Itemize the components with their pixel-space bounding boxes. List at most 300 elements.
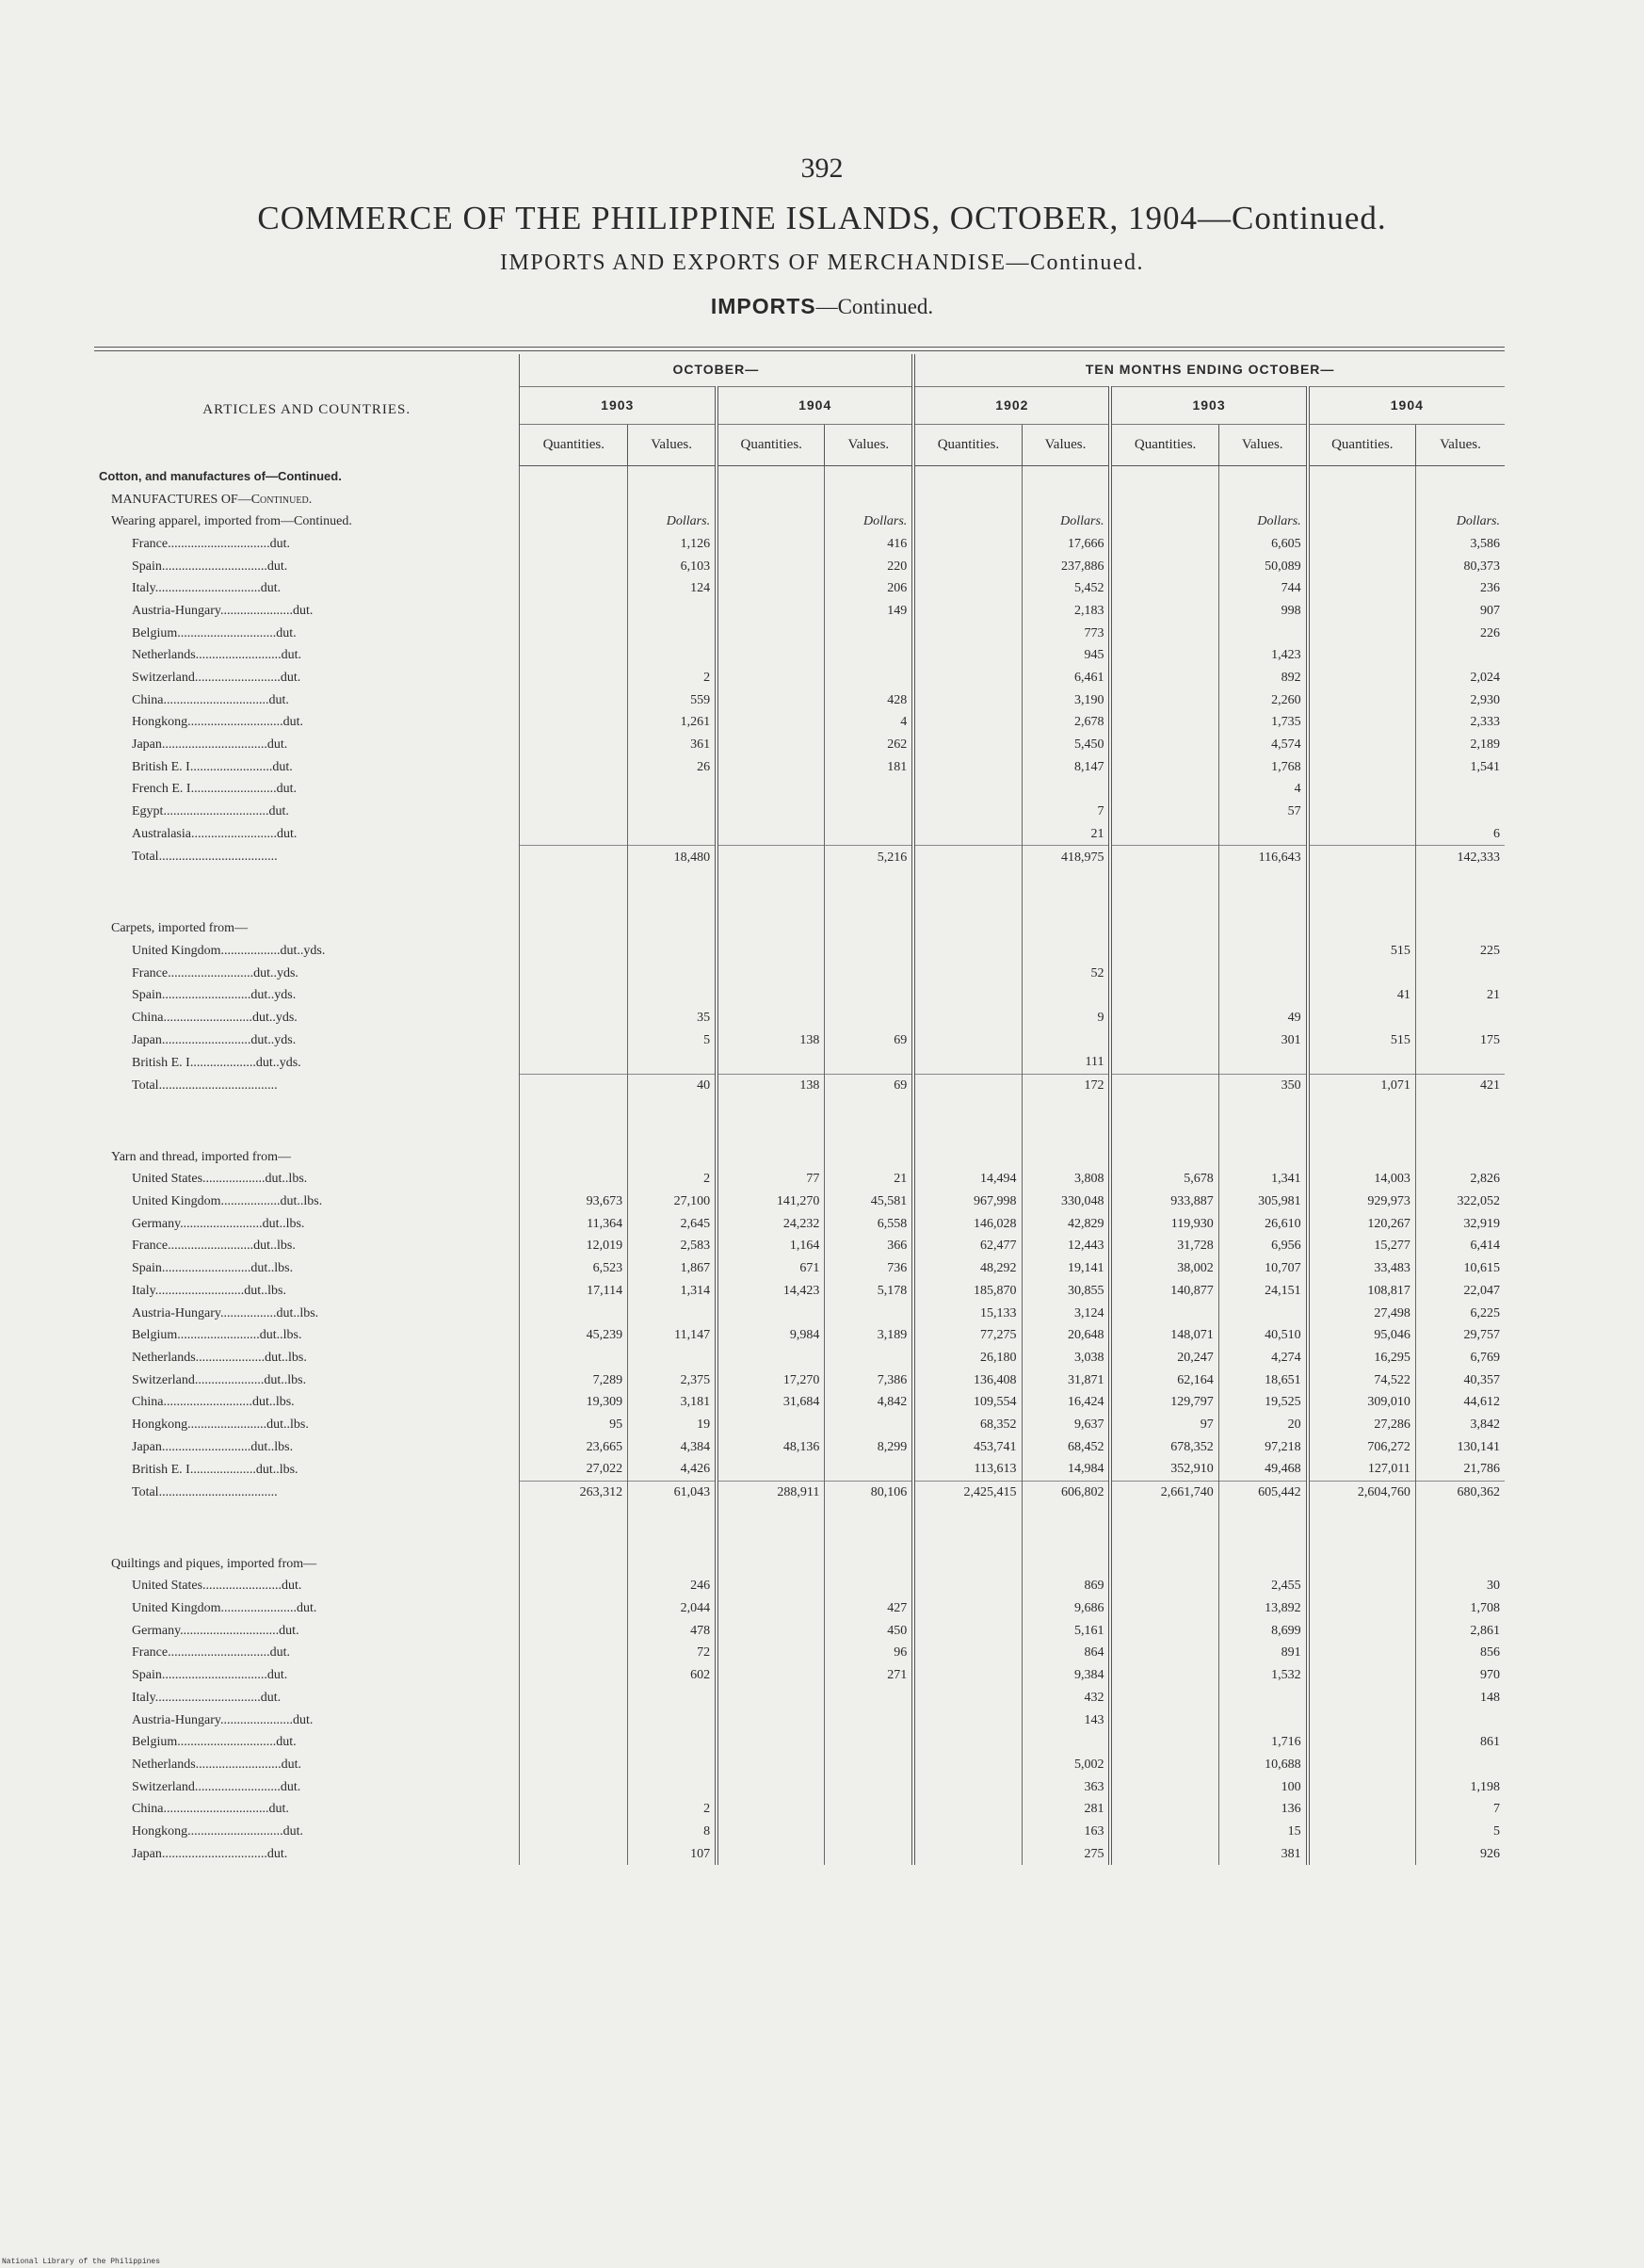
value-cell: 68,452	[1022, 1435, 1110, 1458]
table-row	[94, 688, 1505, 711]
row-label: Spain...........................dut..yds.	[132, 988, 297, 1003]
value-cell	[1415, 801, 1505, 823]
quantity-cell	[913, 510, 1022, 533]
value-cell: 3,181	[628, 1391, 717, 1414]
value-cell: 418,975	[1022, 846, 1110, 868]
header-values: Values.	[1022, 424, 1110, 465]
quantity-cell	[1110, 644, 1218, 667]
quantity-cell	[913, 1051, 1022, 1074]
quantity-cell	[1308, 1007, 1416, 1029]
quantity-cell	[717, 917, 825, 940]
row-label: Switzerland..........................dut.	[132, 671, 301, 686]
row-label: Netherlands..........................dut.	[132, 648, 302, 663]
quantity-cell	[717, 846, 825, 868]
quantity-cell	[1308, 1145, 1416, 1168]
value-cell	[628, 1145, 717, 1168]
quantity-cell	[520, 644, 628, 667]
value-cell	[1218, 917, 1307, 940]
value-cell	[628, 1051, 717, 1074]
value-cell: 744	[1218, 577, 1307, 600]
quantity-cell	[1308, 846, 1416, 868]
value-cell	[628, 1687, 717, 1709]
quantity-cell	[520, 622, 628, 644]
quantity-cell: 136,408	[913, 1369, 1022, 1391]
table-row	[94, 1414, 1505, 1436]
row-label: China...........................dut..yds.	[132, 1010, 298, 1025]
value-cell: 305,981	[1218, 1191, 1307, 1213]
table-row	[94, 1597, 1505, 1620]
spacer-row	[94, 1121, 1505, 1145]
value-cell: 11,147	[628, 1324, 717, 1347]
quantity-cell	[1110, 1552, 1218, 1575]
value-cell: 2,333	[1415, 711, 1505, 734]
quantity-cell	[1110, 1821, 1218, 1843]
value-cell: 4,426	[628, 1458, 717, 1481]
value-cell	[1022, 917, 1110, 940]
quantity-cell: 27,022	[520, 1458, 628, 1481]
quantity-cell	[717, 1302, 825, 1324]
table-row	[94, 823, 1505, 846]
quantity-cell: 17,114	[520, 1280, 628, 1303]
value-cell	[1218, 962, 1307, 984]
quantity-cell	[717, 1619, 825, 1642]
value-cell: 606,802	[1022, 1481, 1110, 1503]
row-label: Total....................................	[132, 850, 278, 865]
quantity-cell	[1308, 555, 1416, 577]
quantity-cell	[1308, 1798, 1416, 1821]
value-cell: 6,558	[825, 1212, 913, 1235]
value-cell: 864	[1022, 1642, 1110, 1664]
value-cell	[1415, 962, 1505, 984]
row-label: Japan...........................dut..lbs.	[132, 1439, 294, 1454]
value-cell	[1415, 1709, 1505, 1731]
quantity-cell	[1308, 488, 1416, 510]
total-row	[94, 846, 1505, 868]
row-label: Egypt................................dut.	[132, 804, 289, 819]
spacer-row	[94, 1528, 1505, 1552]
quantity-cell	[520, 940, 628, 963]
quantity-cell	[520, 962, 628, 984]
quantity-cell	[913, 533, 1022, 556]
value-cell: 2,260	[1218, 688, 1307, 711]
value-cell: 16,424	[1022, 1391, 1110, 1414]
table-row	[94, 1575, 1505, 1597]
quantity-cell	[1308, 778, 1416, 801]
quantity-cell	[1110, 734, 1218, 756]
row-label: Cotton, and manufactures of—Continued.	[99, 469, 342, 484]
value-cell: 856	[1415, 1642, 1505, 1664]
value-cell: 1,867	[628, 1257, 717, 1280]
value-cell: 236	[1415, 577, 1505, 600]
value-cell	[825, 1458, 913, 1481]
value-cell: 19,141	[1022, 1257, 1110, 1280]
value-cell: 869	[1022, 1575, 1110, 1597]
quantity-cell: 967,998	[913, 1191, 1022, 1213]
quantity-cell: 23,665	[520, 1435, 628, 1458]
value-cell	[825, 778, 913, 801]
quantity-cell	[520, 1007, 628, 1029]
quantity-cell: 19,309	[520, 1391, 628, 1414]
quantity-cell	[1110, 823, 1218, 846]
quantity-cell: 146,028	[913, 1212, 1022, 1235]
quantity-cell	[717, 1731, 825, 1754]
value-cell	[825, 823, 913, 846]
value-cell: 57	[1218, 801, 1307, 823]
value-cell	[1022, 1552, 1110, 1575]
value-cell: 2,044	[628, 1597, 717, 1620]
value-cell: 421	[1415, 1074, 1505, 1096]
value-cell: 22,047	[1415, 1280, 1505, 1303]
value-cell	[825, 1798, 913, 1821]
value-cell: 30,855	[1022, 1280, 1110, 1303]
value-cell: 891	[1218, 1642, 1307, 1664]
value-cell: 97,218	[1218, 1435, 1307, 1458]
value-cell	[1415, 778, 1505, 801]
quantity-cell	[1308, 533, 1416, 556]
quantity-cell	[1110, 465, 1218, 488]
quantity-cell	[913, 622, 1022, 644]
quantity-cell	[717, 940, 825, 963]
quantity-cell	[520, 688, 628, 711]
quantity-cell	[1110, 1597, 1218, 1620]
value-cell: 52	[1022, 962, 1110, 984]
value-cell: 2,024	[1415, 667, 1505, 689]
quantity-cell	[1308, 1597, 1416, 1620]
value-cell: 80,106	[825, 1481, 913, 1503]
value-cell: 2,678	[1022, 711, 1110, 734]
quantity-cell	[717, 1775, 825, 1798]
quantity-cell: 129,797	[1110, 1391, 1218, 1414]
value-cell: 3,586	[1415, 533, 1505, 556]
value-cell	[1415, 917, 1505, 940]
value-cell	[628, 984, 717, 1007]
quantity-cell	[520, 1821, 628, 1843]
value-cell	[1022, 984, 1110, 1007]
quantity-cell	[717, 755, 825, 778]
quantity-cell: 14,423	[717, 1280, 825, 1303]
row-label: Austria-Hungary.................dut..lbs.	[132, 1305, 319, 1320]
quantity-cell	[520, 823, 628, 846]
value-cell: 1,532	[1218, 1664, 1307, 1687]
quantity-cell	[913, 1642, 1022, 1664]
quantity-cell: 95	[520, 1414, 628, 1436]
quantity-cell: 62,164	[1110, 1369, 1218, 1391]
quantity-cell	[1308, 1619, 1416, 1642]
value-cell: 2,375	[628, 1369, 717, 1391]
value-cell: 220	[825, 555, 913, 577]
header-ten-months: TEN MONTHS ENDING OCTOBER—	[913, 354, 1505, 386]
quantity-cell	[717, 1051, 825, 1074]
quantity-cell: 109,554	[913, 1391, 1022, 1414]
quantity-cell	[913, 488, 1022, 510]
row-label: Yarn and thread, imported from—	[111, 1149, 292, 1164]
quantity-cell	[1308, 1687, 1416, 1709]
value-cell: 149	[825, 600, 913, 623]
quantity-cell	[1308, 622, 1416, 644]
commerce-table	[94, 354, 1505, 1865]
value-cell	[1022, 1029, 1110, 1051]
quantity-cell	[520, 577, 628, 600]
quantity-cell	[520, 465, 628, 488]
quantity-cell	[717, 644, 825, 667]
table-row	[94, 1754, 1505, 1776]
row-label: Belgium.........................dut..lbs.	[132, 1328, 302, 1343]
quantity-cell	[1110, 688, 1218, 711]
value-cell	[1022, 1731, 1110, 1754]
row-label: Italy................................dut.	[132, 1690, 282, 1705]
row-label: Belgium..............................dut.	[132, 1735, 297, 1750]
value-cell: 124	[628, 577, 717, 600]
quantity-cell	[520, 917, 628, 940]
value-cell: 49	[1218, 1007, 1307, 1029]
quantity-cell	[1110, 846, 1218, 868]
quantity-cell: 138	[717, 1074, 825, 1096]
value-cell: 262	[825, 734, 913, 756]
section-bold: IMPORTS	[710, 294, 816, 318]
quantity-cell: 62,477	[913, 1235, 1022, 1257]
footer-credit: National Library of the Philippines	[2, 2258, 161, 2266]
quantity-cell: 108,817	[1308, 1280, 1416, 1303]
quantity-cell	[913, 801, 1022, 823]
value-cell: 100	[1218, 1775, 1307, 1798]
quantity-cell: 185,870	[913, 1280, 1022, 1303]
quantity-cell: 515	[1308, 940, 1416, 963]
quantity-cell	[1308, 1821, 1416, 1843]
value-cell: 5,452	[1022, 577, 1110, 600]
quantity-cell	[717, 488, 825, 510]
row-label: China................................dut.	[132, 692, 289, 707]
value-cell: 361	[628, 734, 717, 756]
quantity-cell	[717, 962, 825, 984]
value-cell: 1,716	[1218, 1731, 1307, 1754]
value-cell	[825, 1821, 913, 1843]
quantity-cell: 113,613	[913, 1458, 1022, 1481]
header-quantities: Quantities.	[717, 424, 825, 465]
value-cell: 21,786	[1415, 1458, 1505, 1481]
quantity-cell	[1308, 510, 1416, 533]
value-cell: 5	[628, 1029, 717, 1051]
quantity-cell	[1308, 1842, 1416, 1865]
quantity-cell	[913, 688, 1022, 711]
value-cell: 143	[1022, 1709, 1110, 1731]
quantity-cell	[520, 1754, 628, 1776]
quantity-cell: 288,911	[717, 1481, 825, 1503]
quantity-cell	[1308, 688, 1416, 711]
value-cell	[628, 1347, 717, 1369]
quantity-cell	[913, 1029, 1022, 1051]
quantity-cell	[1110, 778, 1218, 801]
value-cell	[825, 1754, 913, 1776]
value-cell	[628, 1709, 717, 1731]
value-cell: 363	[1022, 1775, 1110, 1798]
quantity-cell	[717, 1414, 825, 1436]
value-cell: 1,314	[628, 1280, 717, 1303]
value-cell: 44,612	[1415, 1391, 1505, 1414]
quantity-cell: 148,071	[1110, 1324, 1218, 1347]
value-cell	[825, 1687, 913, 1709]
value-cell: 6,769	[1415, 1347, 1505, 1369]
quantity-cell	[717, 1754, 825, 1776]
value-cell: 130,141	[1415, 1435, 1505, 1458]
value-cell	[628, 622, 717, 644]
quantity-cell	[1110, 1842, 1218, 1865]
value-cell: 40,357	[1415, 1369, 1505, 1391]
value-cell: 2,583	[628, 1235, 717, 1257]
value-cell: 6,414	[1415, 1235, 1505, 1257]
value-cell	[628, 1302, 717, 1324]
table-row	[94, 644, 1505, 667]
quantity-cell	[520, 755, 628, 778]
quantity-cell	[520, 488, 628, 510]
value-cell: 29,757	[1415, 1324, 1505, 1347]
quantity-cell: 11,364	[520, 1212, 628, 1235]
quantity-cell	[913, 1754, 1022, 1776]
value-cell	[825, 465, 913, 488]
value-cell	[825, 644, 913, 667]
quantity-cell	[520, 984, 628, 1007]
table-row	[94, 1212, 1505, 1235]
value-cell: 19	[628, 1414, 717, 1436]
quantity-cell	[913, 1798, 1022, 1821]
quantity-cell	[717, 465, 825, 488]
quantity-cell	[1110, 577, 1218, 600]
quantity-cell	[717, 555, 825, 577]
value-cell: 80,373	[1415, 555, 1505, 577]
value-cell: 3,842	[1415, 1414, 1505, 1436]
quantity-cell	[1110, 1687, 1218, 1709]
value-cell	[825, 801, 913, 823]
quantity-cell	[1308, 577, 1416, 600]
value-cell	[628, 644, 717, 667]
value-cell: 40	[628, 1074, 717, 1096]
value-cell: 136	[1218, 1798, 1307, 1821]
value-cell: 225	[1415, 940, 1505, 963]
value-cell: 1,198	[1415, 1775, 1505, 1798]
quantity-cell	[717, 600, 825, 623]
table-row	[94, 1821, 1505, 1843]
quantity-cell	[913, 1709, 1022, 1731]
value-cell: 206	[825, 577, 913, 600]
quantity-cell	[1308, 644, 1416, 667]
value-cell: 61,043	[628, 1481, 717, 1503]
value-cell: 8	[628, 1821, 717, 1843]
quantity-cell	[717, 688, 825, 711]
value-cell: 6,103	[628, 555, 717, 577]
value-cell: 2,189	[1415, 734, 1505, 756]
row-label: British E. I.........................dut.	[132, 759, 293, 774]
spacer-row	[94, 1096, 1505, 1121]
value-cell: 322,052	[1415, 1191, 1505, 1213]
header-articles: ARTICLES AND COUNTRIES.	[202, 401, 411, 417]
section-heading	[0, 294, 1644, 319]
value-cell: 26	[628, 755, 717, 778]
value-cell	[825, 1709, 913, 1731]
quantity-cell	[1110, 533, 1218, 556]
quantity-cell	[520, 667, 628, 689]
row-label: Netherlands.....................dut..lbs.	[132, 1350, 307, 1365]
quantity-cell	[1110, 917, 1218, 940]
value-cell: 1,341	[1218, 1168, 1307, 1191]
value-cell: Dollars.	[628, 510, 717, 533]
quantity-cell	[913, 1552, 1022, 1575]
value-cell: 30	[1415, 1575, 1505, 1597]
value-cell	[1415, 1552, 1505, 1575]
table-row	[94, 667, 1505, 689]
value-cell: 271	[825, 1664, 913, 1687]
table-row	[94, 1324, 1505, 1347]
header-values: Values.	[1218, 424, 1307, 465]
table-row	[94, 1257, 1505, 1280]
quantity-cell	[717, 1687, 825, 1709]
quantity-cell	[717, 734, 825, 756]
table-row	[94, 1709, 1505, 1731]
table-row	[94, 1391, 1505, 1414]
value-cell: 6	[1415, 823, 1505, 846]
value-cell: 605,442	[1218, 1481, 1307, 1503]
row-label: Spain................................dut.	[132, 1668, 288, 1683]
value-cell	[1218, 984, 1307, 1007]
quantity-cell	[717, 1642, 825, 1664]
value-cell: 6,225	[1415, 1302, 1505, 1324]
table-row	[94, 778, 1505, 801]
value-cell: 18,651	[1218, 1369, 1307, 1391]
quantity-cell	[717, 1664, 825, 1687]
quantity-cell	[1110, 1775, 1218, 1798]
quantity-cell	[520, 1687, 628, 1709]
value-cell: 330,048	[1022, 1191, 1110, 1213]
quantity-cell	[1308, 1552, 1416, 1575]
quantity-cell	[1308, 755, 1416, 778]
row-label: Hongkong.............................dut.	[132, 715, 303, 730]
value-cell: 892	[1218, 667, 1307, 689]
value-cell	[1218, 823, 1307, 846]
value-cell: 6,956	[1218, 1235, 1307, 1257]
quantity-cell: 929,973	[1308, 1191, 1416, 1213]
row-label: Germany.........................dut..lbs.	[132, 1216, 305, 1231]
quantity-cell	[913, 984, 1022, 1007]
value-cell: 6,461	[1022, 667, 1110, 689]
value-cell: 15	[1218, 1821, 1307, 1843]
value-cell	[1415, 488, 1505, 510]
heading-row	[94, 1145, 1505, 1168]
table-row	[94, 940, 1505, 963]
quantity-cell	[1308, 962, 1416, 984]
quantity-cell	[520, 533, 628, 556]
value-cell	[825, 1145, 913, 1168]
header-oct-1904: 1904	[717, 386, 913, 424]
value-cell: Dollars.	[1218, 510, 1307, 533]
value-cell: 21	[1022, 823, 1110, 846]
quantity-cell	[1110, 940, 1218, 963]
quantity-cell	[717, 1552, 825, 1575]
quantity-cell	[520, 734, 628, 756]
value-cell: 9,384	[1022, 1664, 1110, 1687]
row-label: France...............................dut.	[132, 1645, 290, 1660]
quantity-cell	[520, 600, 628, 623]
quantity-cell: 77	[717, 1168, 825, 1191]
quantity-cell	[717, 1597, 825, 1620]
value-cell: 350	[1218, 1074, 1307, 1096]
quantity-cell: 352,910	[1110, 1458, 1218, 1481]
value-cell: 602	[628, 1664, 717, 1687]
value-cell: 7,386	[825, 1369, 913, 1391]
quantity-cell: 38,002	[1110, 1257, 1218, 1280]
quantity-cell	[1308, 1051, 1416, 1074]
quantity-cell: 1,071	[1308, 1074, 1416, 1096]
quantity-cell: 120,267	[1308, 1212, 1416, 1235]
value-cell: 998	[1218, 600, 1307, 623]
quantity-cell	[520, 1798, 628, 1821]
